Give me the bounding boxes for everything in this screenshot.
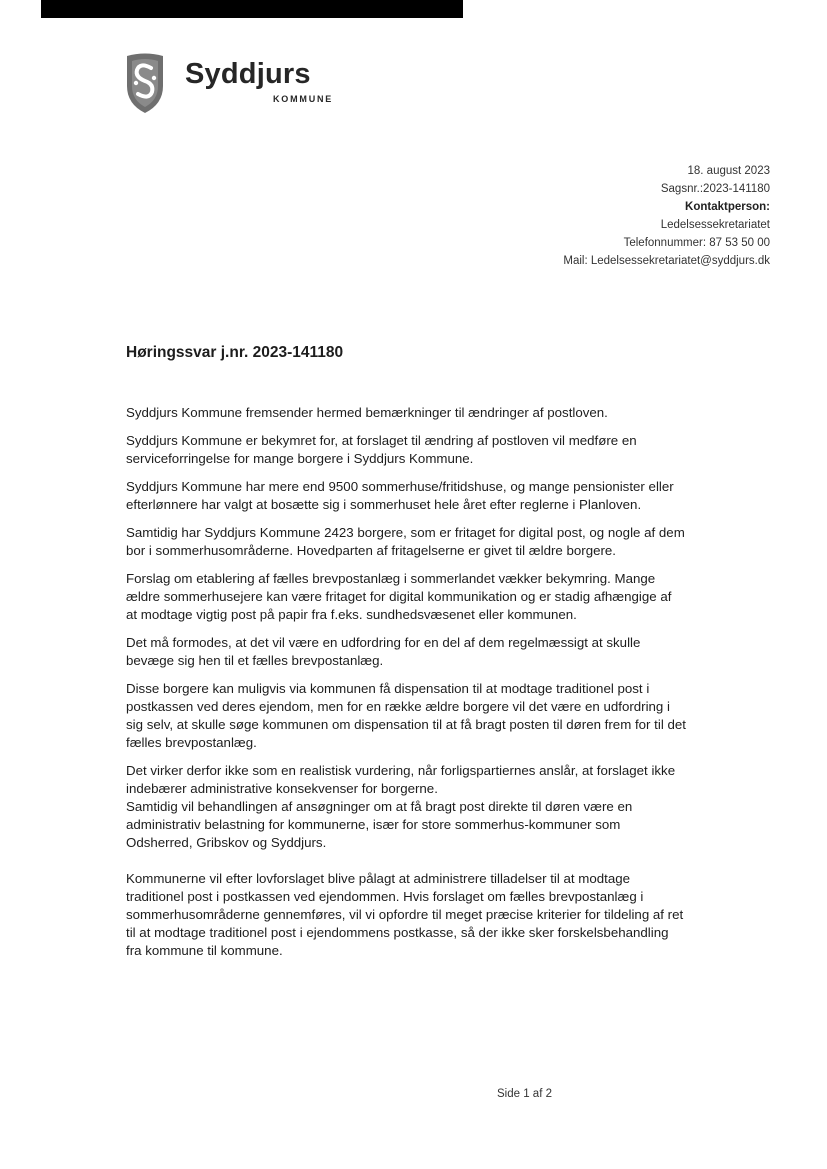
body-paragraph: Syddjurs Kommune fremsender hermed bemærkninger til ændringer af postloven. [126, 405, 608, 420]
body-paragraph: Disse borgere kan muligvis via kommunen få dispensation til at modtage traditionel post i postkassen ved deres ejendom, men for en række ældre borgere vil det være en udfordring i sig selv, at skulle søge kommunen om dispensation til at få bragt posten til døren frem for til det fælles brevpostanlæg. [126, 681, 686, 750]
body-paragraph: Forslag om etablering af fælles brevpostanlæg i sommerlandet vækker bekymring. Mange ældre sommerhusejere kan være fritaget for digital kommunikation og er stadig afhængige af at modtage vigtig post på papir fra f.eks. sundhedsvæsenet eller kommunen. [126, 571, 672, 622]
contact-mail: Mail: Ledelsessekretariatet@syddjurs.dk [563, 255, 770, 267]
page-number: Side 1 af 2 [497, 1088, 552, 1100]
body-paragraph: Det må formodes, at det vil være en udfordring for en del af dem regelmæssigt at skulle bevæge sig hen til et fælles brevpostanlæg. [126, 635, 641, 668]
logo-subtitle: KOMMUNE [273, 94, 334, 104]
body-paragraph: Samtidig vil behandlingen af ansøgninger om at få bragt post direkte til døren være en administrativ belastning for kommunerne, især for store sommerhus-kommuner som Odsherred, Gribskov og Syddjurs. [126, 799, 633, 850]
letter-meta [563, 162, 770, 270]
letter-body [126, 404, 686, 970]
redaction-bar [41, 0, 463, 18]
document-title: Høringssvar j.nr. 2023-141180 [126, 344, 344, 361]
body-paragraph: Samtidig har Syddjurs Kommune 2423 borgere, som er fritaget for digital post, og nogle af dem bor i sommerhusområderne. Hovedparten af fritagelserne er givet til ældre borgere. [126, 525, 685, 558]
contact-label: Kontaktperson: [685, 201, 770, 213]
letter-date: 18. august 2023 [687, 165, 770, 177]
case-number: Sagsnr.:2023-141180 [660, 183, 770, 195]
shield-logo-icon [125, 52, 165, 114]
body-paragraph: Kommunerne vil efter lovforslaget blive pålagt at administrere tilladelser til at modtage traditionel post i postkassen ved ejendommen. Hvis forslaget om fælles brevpostanlæg i sommerhusområderne gennemføres, vil vi opfordre til meget præcise kriterier for tildeling af ret til at modtage traditionel post i ejendommens postkasse, så der ikke sker forskelsbehandling fra kommune til kommune. [126, 871, 684, 958]
body-paragraph: Syddjurs Kommune er bekymret for, at forslaget til ændring af postloven vil medføre en serviceforringelse for mange borgere i Syddjurs Kommune. [126, 433, 637, 466]
municipality-logo [125, 52, 355, 116]
logo-name: Syddjurs [185, 58, 311, 90]
body-paragraph: Syddjurs Kommune har mere end 9500 sommerhuse/fritidshuse, og mange pensionister eller efterlønnere har valgt at bosætte sig i sommerhuset hele året efter reglerne i Planloven. [126, 479, 674, 512]
contact-name: Ledelsessekretariatet [660, 219, 770, 231]
body-paragraph: Det virker derfor ikke som en realistisk vurdering, når forligspartiernes anslår, at forslaget ikke indebærer administrative konsekvenser for borgerne. [126, 763, 676, 796]
contact-phone: Telefonnummer: 87 53 50 00 [623, 237, 770, 249]
